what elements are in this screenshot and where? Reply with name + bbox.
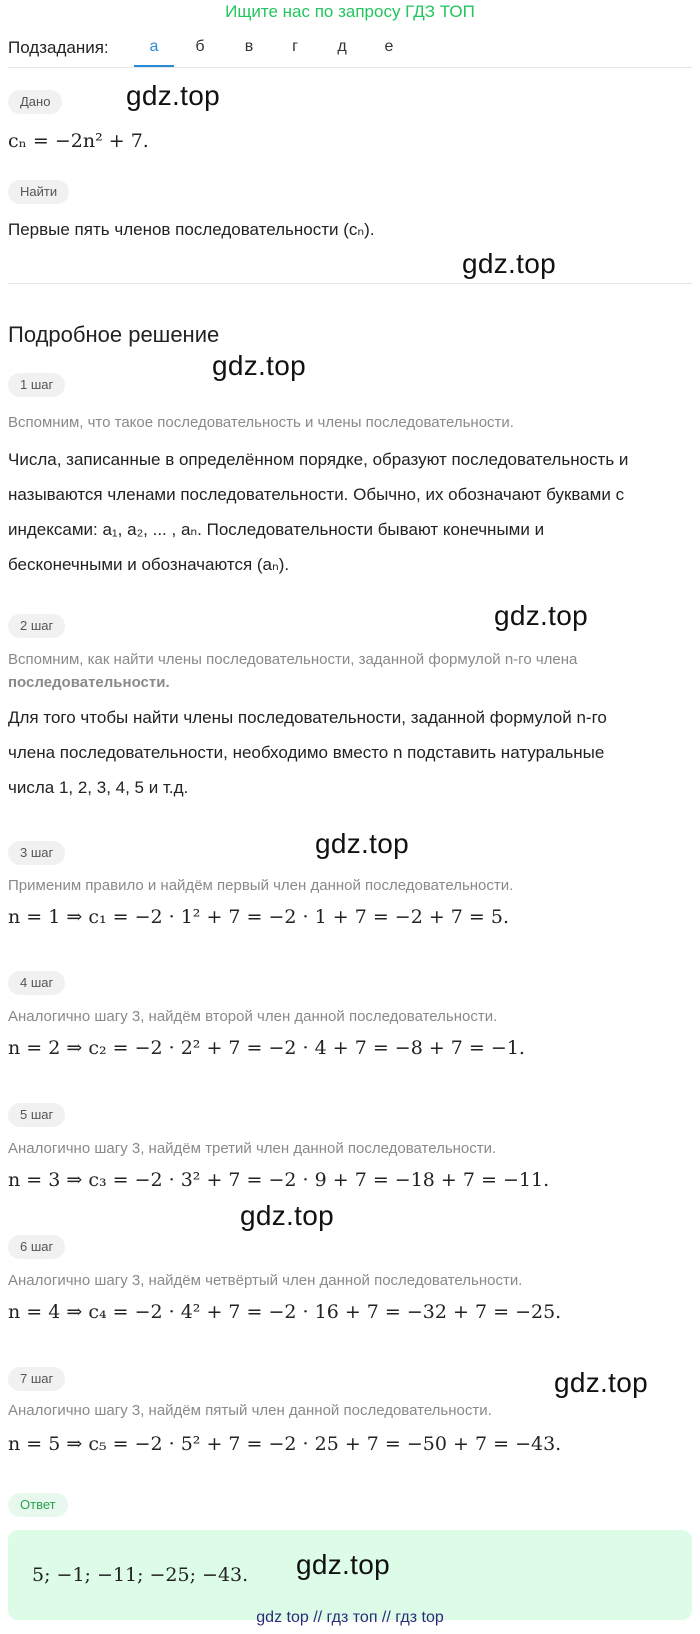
- step-badge: 6 шаг: [8, 1235, 65, 1259]
- step-hint: Аналогично шагу 3, найдём второй член данной последовательности.: [8, 1008, 498, 1025]
- step-hint: последовательности.: [8, 674, 170, 691]
- watermark: gdz.top: [296, 1549, 390, 1580]
- find-text: Первые пять членов последовательности (cₙ).: [8, 220, 375, 239]
- step-badge: 7 шаг: [8, 1367, 65, 1391]
- solution-title: Подробное решение: [8, 322, 220, 347]
- footer-links[interactable]: gdz top // гдз топ // гдз top: [256, 1609, 444, 1626]
- step-formula: n = 2 ⇒ c₂ = −2 · 2² + 7 = −2 · 4 + 7 = −8 + 7 = −1.: [8, 1037, 525, 1059]
- tab-b[interactable]: б: [195, 38, 205, 55]
- step-badge: 4 шаг: [8, 971, 65, 995]
- step-hint: Аналогично шагу 3, найдём пятый член данной последовательности.: [8, 1402, 492, 1419]
- step-formula: n = 4 ⇒ c₄ = −2 · 4² + 7 = −2 · 16 + 7 = −32 + 7 = −25.: [8, 1301, 562, 1323]
- tab-a[interactable]: а: [149, 38, 159, 55]
- subtasks-bar: [8, 34, 692, 68]
- answer-badge: Ответ: [8, 1493, 68, 1517]
- step-hint: Применим правило и найдём первый член данной последовательности.: [8, 877, 514, 894]
- step-2-line: члена последовательности, необходимо вместо n подставить натуральные: [8, 743, 605, 762]
- step-hint: Аналогично шагу 3, найдём третий член данной последовательности.: [8, 1140, 497, 1157]
- subtasks-label: Подзадания:: [8, 38, 109, 57]
- step-hint: Вспомним, что такое последовательность и члены последовательности.: [8, 414, 514, 431]
- find-badge: Найти: [8, 180, 69, 204]
- tab-d[interactable]: д: [337, 38, 347, 55]
- active-tab-indicator: [134, 65, 174, 67]
- step-2-line: Для того чтобы найти члены последовательности, заданной формулой n-го: [8, 708, 607, 727]
- tab-e[interactable]: е: [384, 38, 394, 55]
- step-hint: Вспомним, как найти члены последовательности, заданной формулой n-го члена: [8, 651, 578, 668]
- given-badge: Дано: [8, 90, 62, 114]
- watermark: gdz.top: [554, 1367, 648, 1398]
- step-badge: 2 шаг: [8, 614, 65, 638]
- search-banner: Ищите нас по запросу ГДЗ ТОП: [225, 2, 475, 21]
- watermark: gdz.top: [126, 80, 220, 111]
- step-2-line: числа 1, 2, 3, 4, 5 и т.д.: [8, 778, 189, 797]
- step-1-line: называются членами последовательности. Обычно, их обозначают буквами с: [8, 485, 625, 504]
- section-divider: [8, 283, 692, 284]
- step-formula: n = 5 ⇒ c₅ = −2 · 5² + 7 = −2 · 25 + 7 = −50 + 7 = −43.: [8, 1433, 562, 1455]
- step-1-line: бесконечными и обозначаются (aₙ).: [8, 555, 290, 574]
- step-badge: 3 шаг: [8, 841, 65, 865]
- step-badge: 1 шаг: [8, 373, 65, 397]
- step-badge: 5 шаг: [8, 1103, 65, 1127]
- watermark: gdz.top: [315, 828, 409, 859]
- watermark: gdz.top: [240, 1200, 334, 1231]
- tab-v[interactable]: в: [244, 38, 254, 55]
- tab-g[interactable]: г: [292, 38, 298, 55]
- watermark: gdz.top: [212, 350, 306, 381]
- step-formula: n = 1 ⇒ c₁ = −2 · 1² + 7 = −2 · 1 + 7 = −2 + 7 = 5.: [8, 906, 510, 928]
- answer-text: 5; −1; −11; −25; −43.: [32, 1564, 249, 1586]
- watermark: gdz.top: [462, 248, 556, 279]
- step-hint: Аналогично шагу 3, найдём четвёртый член данной последовательности.: [8, 1272, 523, 1289]
- given-formula: cₙ = −2n² + 7.: [8, 130, 149, 152]
- watermark: gdz.top: [494, 600, 588, 631]
- step-formula: n = 3 ⇒ c₃ = −2 · 3² + 7 = −2 · 9 + 7 = −18 + 7 = −11.: [8, 1169, 550, 1191]
- step-1-line: Числа, записанные в определённом порядке, образуют последовательность и: [8, 450, 629, 469]
- step-1-line: индексами: a₁, a₂, ... , aₙ. Последовательности бывают конечными и: [8, 520, 545, 539]
